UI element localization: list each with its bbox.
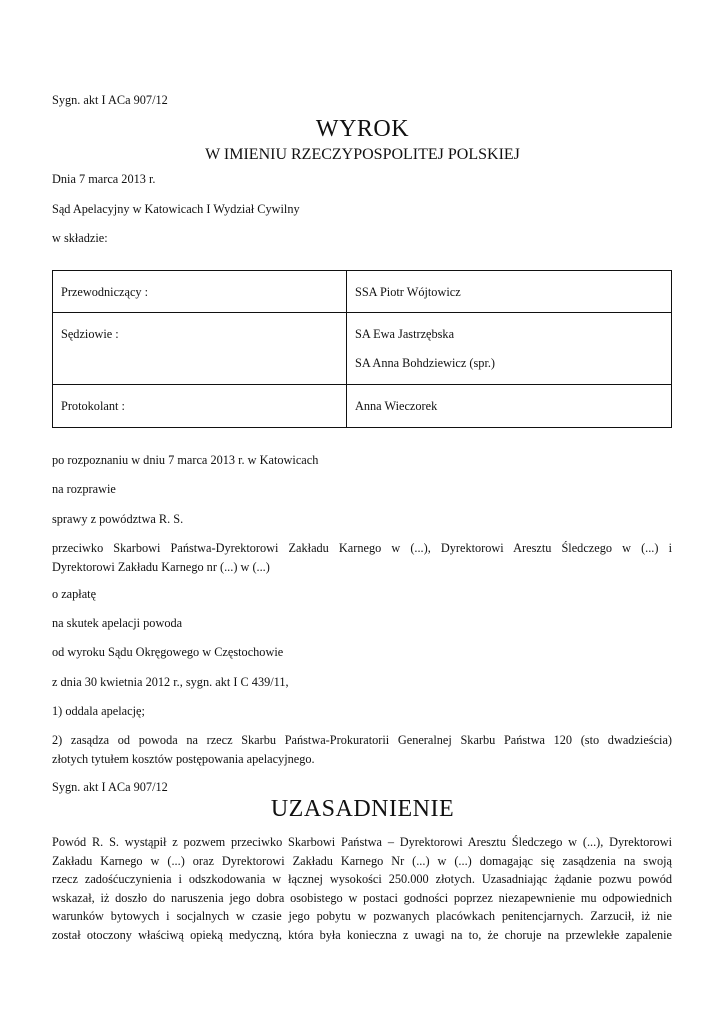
- judgment-date: Dnia 7 marca 2013 r.: [52, 172, 156, 186]
- table-row: [53, 385, 672, 428]
- clerk-label: Protokolant :: [53, 385, 347, 428]
- subject-line: o zapłatę: [52, 587, 97, 601]
- clerk-name: Anna Wieczorek: [347, 385, 672, 428]
- court-name: Sąd Apelacyjny w Katowicach I Wydział Cywilny: [52, 202, 300, 216]
- paragraph-line: Zakładu Karnego w (...) oraz Dyrektorowi Zakładu Karnego Nr (...) w (...) domagając się zasądzenia na swoją: [52, 853, 672, 868]
- paragraph-line: Dyrektorowi Zakładu Karnego nr (...) w (...): [52, 559, 270, 574]
- justification-paragraph: [52, 833, 672, 944]
- table-row: [53, 313, 672, 385]
- paragraph-line: przeciwko Skarbowi Państwa-Dyrektorowi Zakładu Karnego w (...), Dyrektorowi Aresztu Śledczego w (...) i: [52, 541, 672, 555]
- table-row: [53, 271, 672, 313]
- paragraph-line: 2) zasądza od powoda na rzecz Skarbu Państwa-Prokuratorii Generalnej Skarbu Państwa 120 (sto dwadzieścia): [52, 733, 672, 747]
- ruling-2-paragraph: [52, 731, 672, 768]
- judgment-date-line: z dnia 30 kwietnia 2012 r., sygn. akt I C 439/11,: [52, 675, 289, 689]
- ruling-1: 1) oddala apelację;: [52, 704, 145, 718]
- justification-case-number: Sygn. akt I ACa 907/12: [52, 780, 168, 794]
- case-number: Sygn. akt I ACa 907/12: [52, 93, 168, 107]
- justification-title: UZASADNIENIE: [270, 796, 455, 822]
- paragraph-line: Powód R. S. wystąpił z pozwem przeciwko Skarbowi Państwa – Dyrektorowi Aresztu Śledczego w (...), Dyrektorowi: [52, 835, 672, 849]
- appeal-line: na skutek apelacji powoda: [52, 616, 183, 630]
- paragraph-line: rzecz zadośćuczynienia i odszkodowania w łącznej wysokości 250.000 złotych. Uzasadniając żądanie pozwu powód: [52, 872, 672, 886]
- bench-table: [52, 270, 672, 428]
- judge-name: SA Ewa Jastrzębska: [355, 327, 455, 341]
- judgment-subtitle: W IMIENIU RZECZYPOSPOLITEJ POLSKIEJ: [205, 146, 520, 163]
- case-of-line: sprawy z powództwa R. S.: [52, 512, 184, 526]
- paragraph-line: złotych tytułem kosztów postępowania apelacyjnego.: [52, 751, 315, 766]
- against-paragraph: [52, 539, 672, 576]
- presiding-label: Przewodniczący :: [53, 271, 347, 313]
- session-line: na rozprawie: [52, 482, 116, 496]
- hearing-line: po rozpoznaniu w dniu 7 marca 2013 r. w Katowicach: [52, 453, 319, 467]
- paragraph-line: wskazał, iż doszło do naruszenia jego dobra osobistego w postaci godności poprzez niezapewnienie mu odpowiednich: [52, 890, 672, 905]
- judgment-title: WYROK: [315, 116, 410, 142]
- presiding-name: SSA Piotr Wójtowicz: [347, 271, 672, 313]
- judges-label: Sędziowie :: [53, 313, 347, 385]
- paragraph-line: warunków bytowych i socjalnych w czasie jego pobytu w pozwanych placówkach penitencjarnych. Zarzucił, iż nie: [52, 909, 672, 923]
- composition-label: w składzie:: [52, 231, 108, 245]
- judges-cell: [347, 313, 672, 385]
- paragraph-line: został otoczony właściwą opieką medyczną, która była konieczna z uwagi na to, że choruje na przewlekłe zapalenie: [52, 927, 672, 942]
- judge-name: SA Anna Bohdziewicz (spr.): [355, 356, 496, 370]
- from-judgment-line: od wyroku Sądu Okręgowego w Częstochowie: [52, 645, 284, 659]
